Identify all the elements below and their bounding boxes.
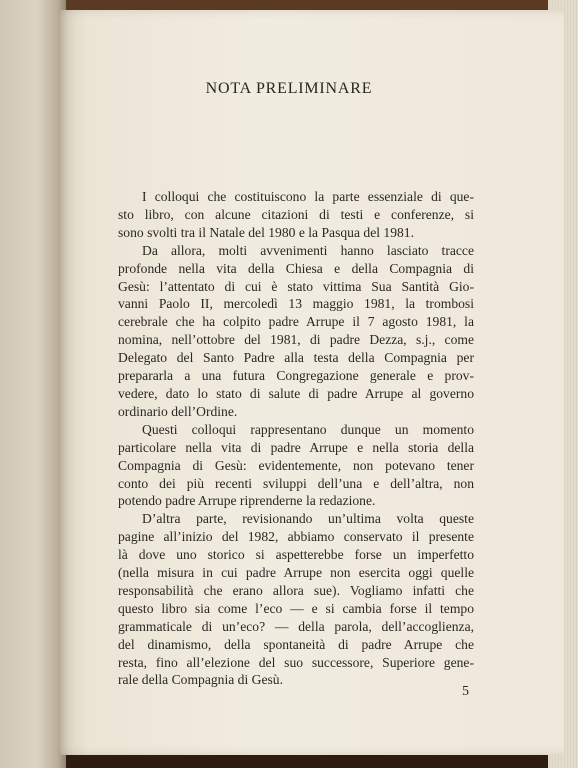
text-line: là dove uno storico si aspetterebbe forse un imperfetto bbox=[118, 547, 474, 563]
text-line: vedere, dato lo stato di salute di padre Arrupe al governo bbox=[118, 385, 474, 401]
text-line: particolare nella vita di padre Arrupe e nella storia della bbox=[118, 439, 474, 455]
text-line: Compagnia di Gesù: evidentemente, non potevano tener bbox=[118, 457, 474, 473]
text-line: rale della Compagnia di Gesù. bbox=[118, 672, 283, 688]
text-line: prepararla a una futura Congregazione generale e prov- bbox=[118, 368, 474, 384]
text-line: sto libro, con alcune citazioni di testi e conferenze, si bbox=[118, 206, 474, 222]
text-line: nomina, nell’ottobre del 1981, di padre Dezza, s.j., come bbox=[118, 332, 474, 348]
paragraph bbox=[118, 510, 474, 689]
page-title: NOTA PRELIMINARE bbox=[205, 80, 373, 97]
text-line: Questi colloqui rappresentano dunque un momento bbox=[142, 421, 474, 437]
text-line: vanni Paolo II, mercoledì 13 maggio 1981, la trombosi bbox=[118, 296, 474, 312]
text-line: Delegato del Santo Padre alla testa della Compagnia per bbox=[118, 350, 474, 366]
text-line: resta, fino all’elezione del suo successore, Superiore gene- bbox=[118, 654, 474, 670]
text-line: sono svolti tra il Natale del 1980 e la Pasqua del 1981. bbox=[118, 224, 414, 240]
paragraph bbox=[118, 421, 474, 511]
text-line: del dinamismo, della spontaneità di padre Arrupe che bbox=[118, 636, 474, 652]
text-line: grammaticale di un’eco? — della parola, dell’accoglienza, bbox=[118, 618, 474, 634]
text-line: responsabilità che erano allora sue). Vogliamo infatti che bbox=[118, 582, 474, 598]
text-line: questo libro sia come l’eco — e si cambia forse il tempo bbox=[118, 600, 474, 616]
text-line: Gesù: l’attentato di cui è stato vittima Sua Santità Gio- bbox=[118, 278, 474, 294]
paragraph bbox=[118, 188, 474, 242]
text-line: D’altra parte, revisionando un’ultima volta queste bbox=[142, 511, 474, 527]
left-page bbox=[0, 0, 66, 768]
text-line: potendo padre Arrupe riprenderne la redazione. bbox=[118, 493, 376, 509]
page-number: 5 bbox=[462, 684, 469, 699]
text-line: Da allora, molti avvenimenti hanno lasciato tracce bbox=[142, 242, 474, 258]
text-line: conto dei più recenti sviluppi dell’una e dell’altra, non bbox=[118, 475, 474, 491]
text-line: (nella misura in cui padre Arrupe non esercita oggi quelle bbox=[118, 565, 474, 581]
text-line: cerebrale che ha colpito padre Arrupe il 7 agosto 1981, la bbox=[118, 314, 474, 330]
body-text bbox=[118, 188, 474, 689]
text-line: ordinario dell’Ordine. bbox=[118, 403, 238, 419]
text-line: I colloqui che costituiscono la parte essenziale di que- bbox=[142, 189, 474, 204]
text-line: pagine all’inizio del 1982, abbiamo conservato il presente bbox=[118, 529, 474, 545]
text-line: profonde nella vita della Chiesa e della Compagnia di bbox=[118, 260, 474, 276]
paragraph bbox=[118, 242, 474, 421]
